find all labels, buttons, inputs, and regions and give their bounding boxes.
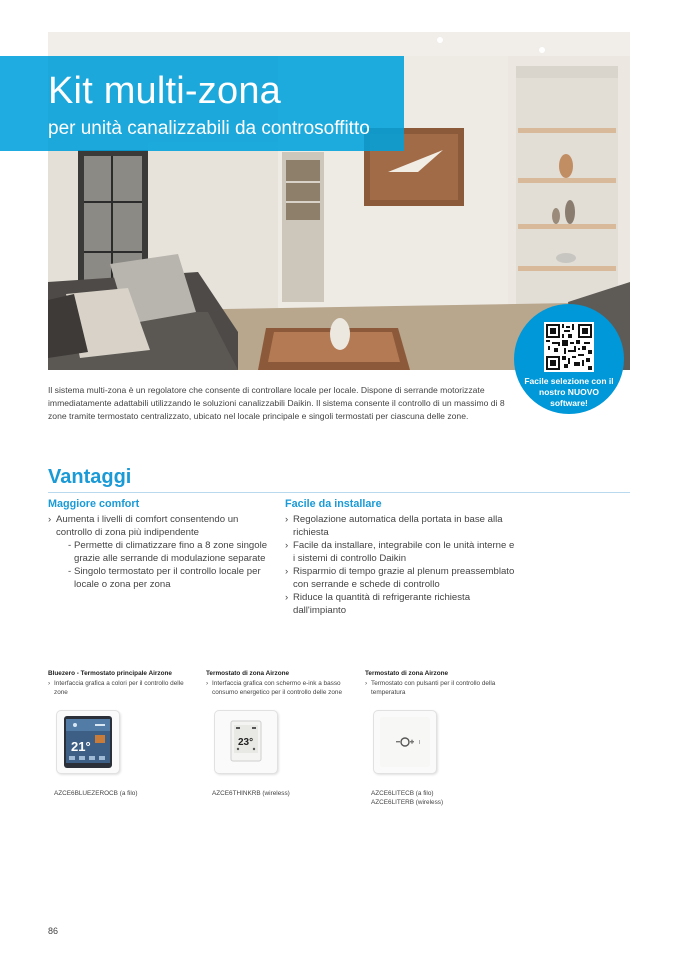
advantages-left-column [48,498,270,591]
product-code-think [212,789,290,798]
install-bullet-3: › Risparmio di tempo grazie al plenum preassemblato con serrande e schede di controllo [285,565,515,591]
product-title: Termostato di zona Airzone [365,670,449,677]
comfort-sub-bullet-2: - Singolo termostato per il controllo locale per locale o zona per zona [48,565,270,591]
page-number: 86 [48,926,59,936]
code-line: AZCE6THINKRB (wireless) [212,790,290,797]
product-description: › Interfaccia grafica a colori per il controllo delle zone [48,679,198,697]
lite-thermostat-image [373,710,437,774]
qr-code-icon[interactable] [544,322,594,372]
product-description: › Interfaccia grafica con schermo e-ink a basso consumo energetico per il controllo delle zone [206,679,356,697]
product-code-lite [371,789,443,807]
install-bullet-2: › Facile da installare, integrabile con le unità interne e i sistemi di controllo Daikin [285,539,515,565]
product-title: Bluezero - Termostato principale Airzone [48,670,172,677]
qr-badge-text: Facile selezione con il nostro NUOVO software! [524,376,614,408]
think-thermostat-image [214,710,278,774]
code-line: AZCE6LITECB (a filo) [371,790,434,797]
code-line: AZCE6BLUEZEROCB (a filo) [54,790,138,797]
comfort-heading: Maggiore comfort [48,498,140,510]
advantages-title: Vantaggi [48,466,132,488]
advantages-right-column [285,498,515,617]
bluezero-temperature: 21° [71,739,91,754]
comfort-sub-bullet-1: - Permette di climatizzare fino a 8 zone singole grazie alle serrande di modulazione separate [48,539,270,565]
install-bullet-1: › Regolazione automatica della portata in base alla richiesta [285,513,515,539]
bluezero-device [57,711,119,773]
product-description: › Termostato con pulsanti per il controllo della temperatura [365,679,515,697]
qr-badge[interactable] [514,304,624,414]
think-temperature: 23° [238,737,254,748]
page-subtitle: per unità canalizzabili da controsoffitto [48,118,370,139]
code-line: AZCE6LITERB (wireless) [371,799,444,806]
comfort-bullet: › Aumenta i livelli di comfort consentendo un controllo di zona più indipendente [48,513,270,539]
lite-device [374,711,436,773]
product-title: Termostato di zona Airzone [206,670,290,677]
intro-paragraph: Il sistema multi-zona è un regolatore che consente di controllare locale per locale. Dispone di serrande motorizzate immediatamente adattabili utilizzando le soluzioni canalizzabili Daikin. Il sistema consente il controllo di un massimo di 8 zone tramite termostato centralizzato, ubicato nel locale principale e singoli termostati per ciascuna delle zone. [48,385,505,421]
page-title: Kit multi-zona [48,70,281,112]
install-heading: Facile da installare [285,498,382,510]
think-device [215,711,277,773]
product-code-bluezero [54,789,137,798]
install-bullet-4: › Riduce la quantità di refrigerante richiesta dall'impianto [285,591,515,617]
product-lite [365,669,515,697]
product-bluezero [48,669,198,697]
qr-pattern [546,324,592,370]
product-think [206,669,356,697]
bluezero-thermostat-image [56,710,120,774]
section-divider [48,492,630,493]
